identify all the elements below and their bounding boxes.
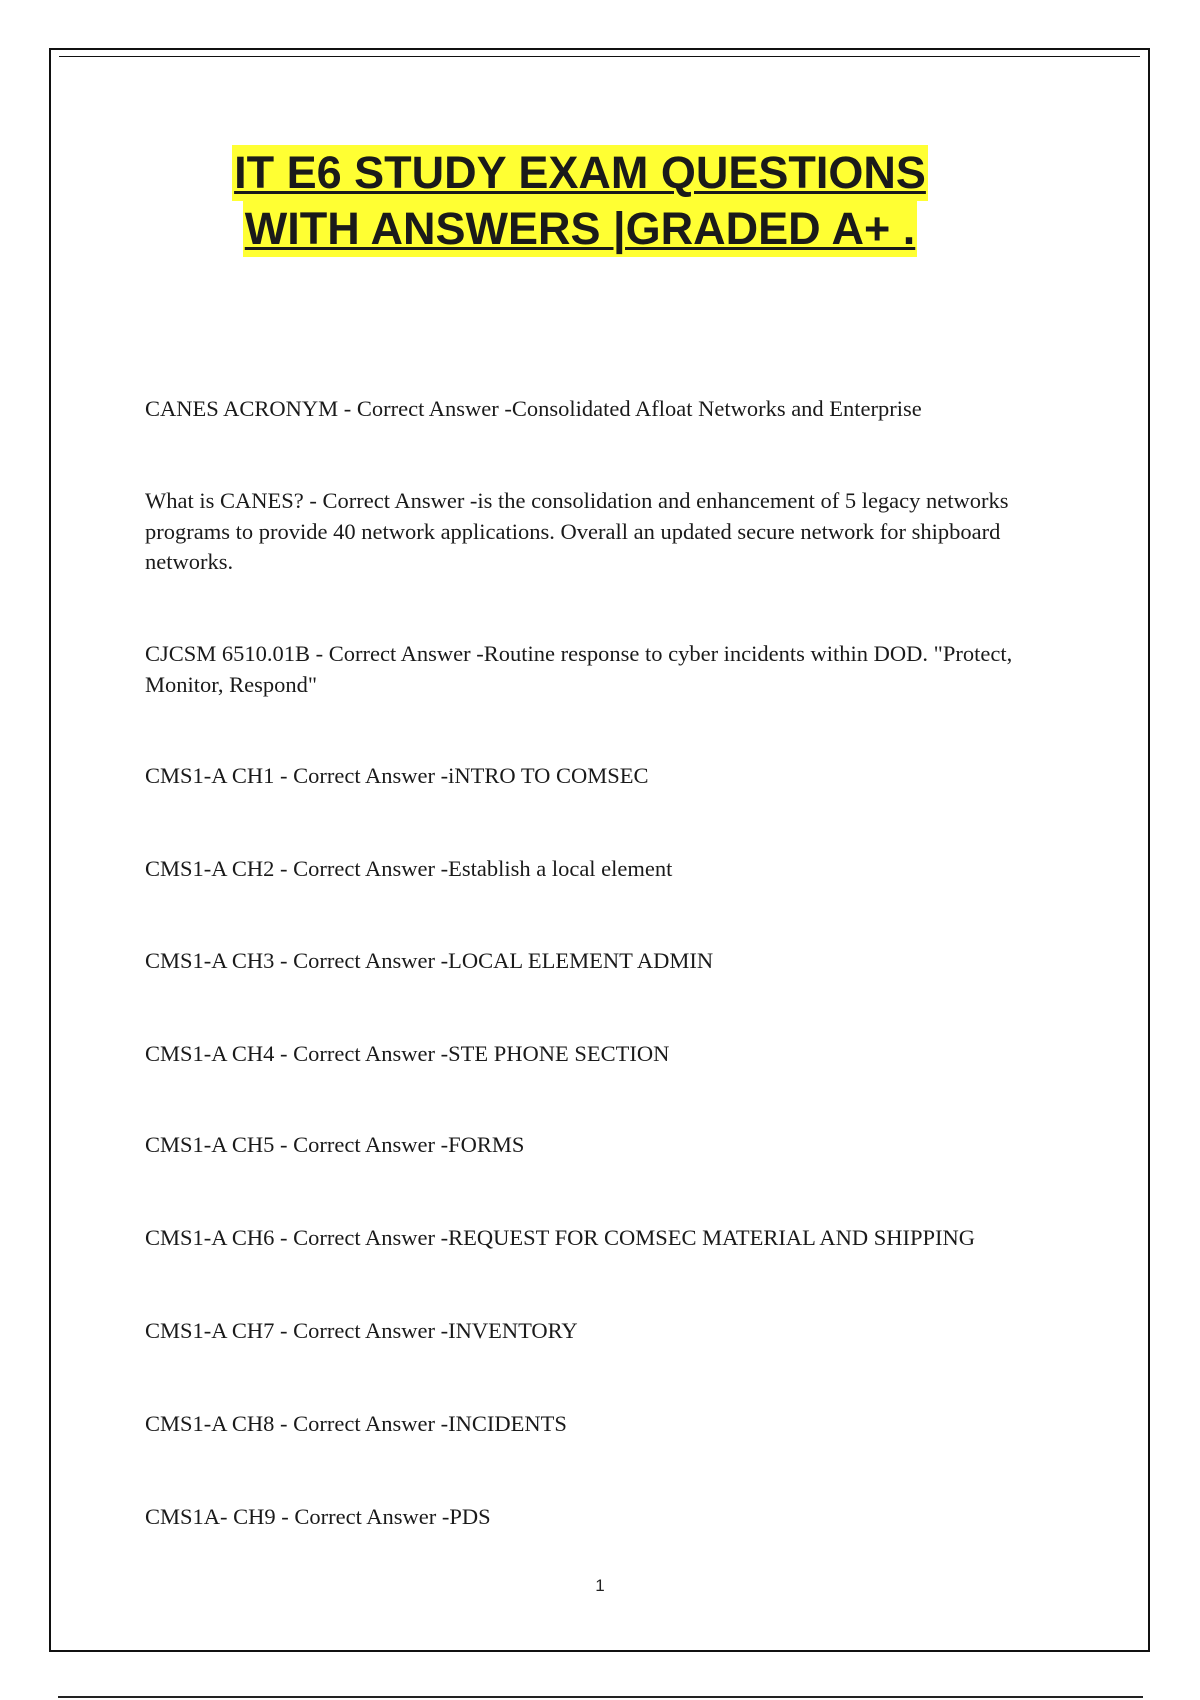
top-inner-rule: [59, 56, 1140, 57]
qa-item-cjcsm: CJCSM 6510.01B - Correct Answer -Routine response to cyber incidents within DOD. "Protect, Monitor, Respond": [145, 641, 1013, 697]
title-line-1: IT E6 STUDY EXAM QUESTIONS: [232, 145, 928, 201]
qa-item-cms1a-ch5: CMS1-A CH5 - Correct Answer -FORMS: [145, 1132, 525, 1157]
qa-item-cms1a-ch2: CMS1-A CH2 - Correct Answer -Establish a local element: [145, 856, 673, 881]
page-number: 1: [595, 1576, 605, 1595]
next-page-top-rule: [58, 1696, 1143, 1698]
qa-item-cms1a-ch3: CMS1-A CH3 - Correct Answer -LOCAL ELEMENT ADMIN: [145, 948, 714, 973]
title-line-2: WITH ANSWERS |GRADED A+ .: [243, 201, 918, 257]
qa-item-cms1a-ch4: CMS1-A CH4 - Correct Answer -STE PHONE SECTION: [145, 1041, 670, 1066]
qa-item-cms1a-ch1: CMS1-A CH1 - Correct Answer -iNTRO TO COMSEC: [145, 763, 649, 788]
qa-item-canes-acronym: CANES ACRONYM - Correct Answer -Consolidated Afloat Networks and Enterprise: [145, 396, 922, 421]
qa-item-cms1a-ch7: CMS1-A CH7 - Correct Answer -INVENTORY: [145, 1318, 578, 1343]
qa-item-cms1a-ch9: CMS1A- CH9 - Correct Answer -PDS: [145, 1504, 491, 1529]
document-title: [0, 145, 1160, 257]
qa-item-cms1a-ch8: CMS1-A CH8 - Correct Answer -INCIDENTS: [145, 1411, 567, 1436]
qa-item-cms1a-ch6: CMS1-A CH6 - Correct Answer -REQUEST FOR COMSEC MATERIAL AND SHIPPING: [145, 1225, 976, 1250]
qa-item-what-is-canes: What is CANES? - Correct Answer -is the consolidation and enhancement of 5 legacy networks programs to provide 40 network applications. Overall an updated secure network for shipboard networks.: [145, 488, 1009, 574]
